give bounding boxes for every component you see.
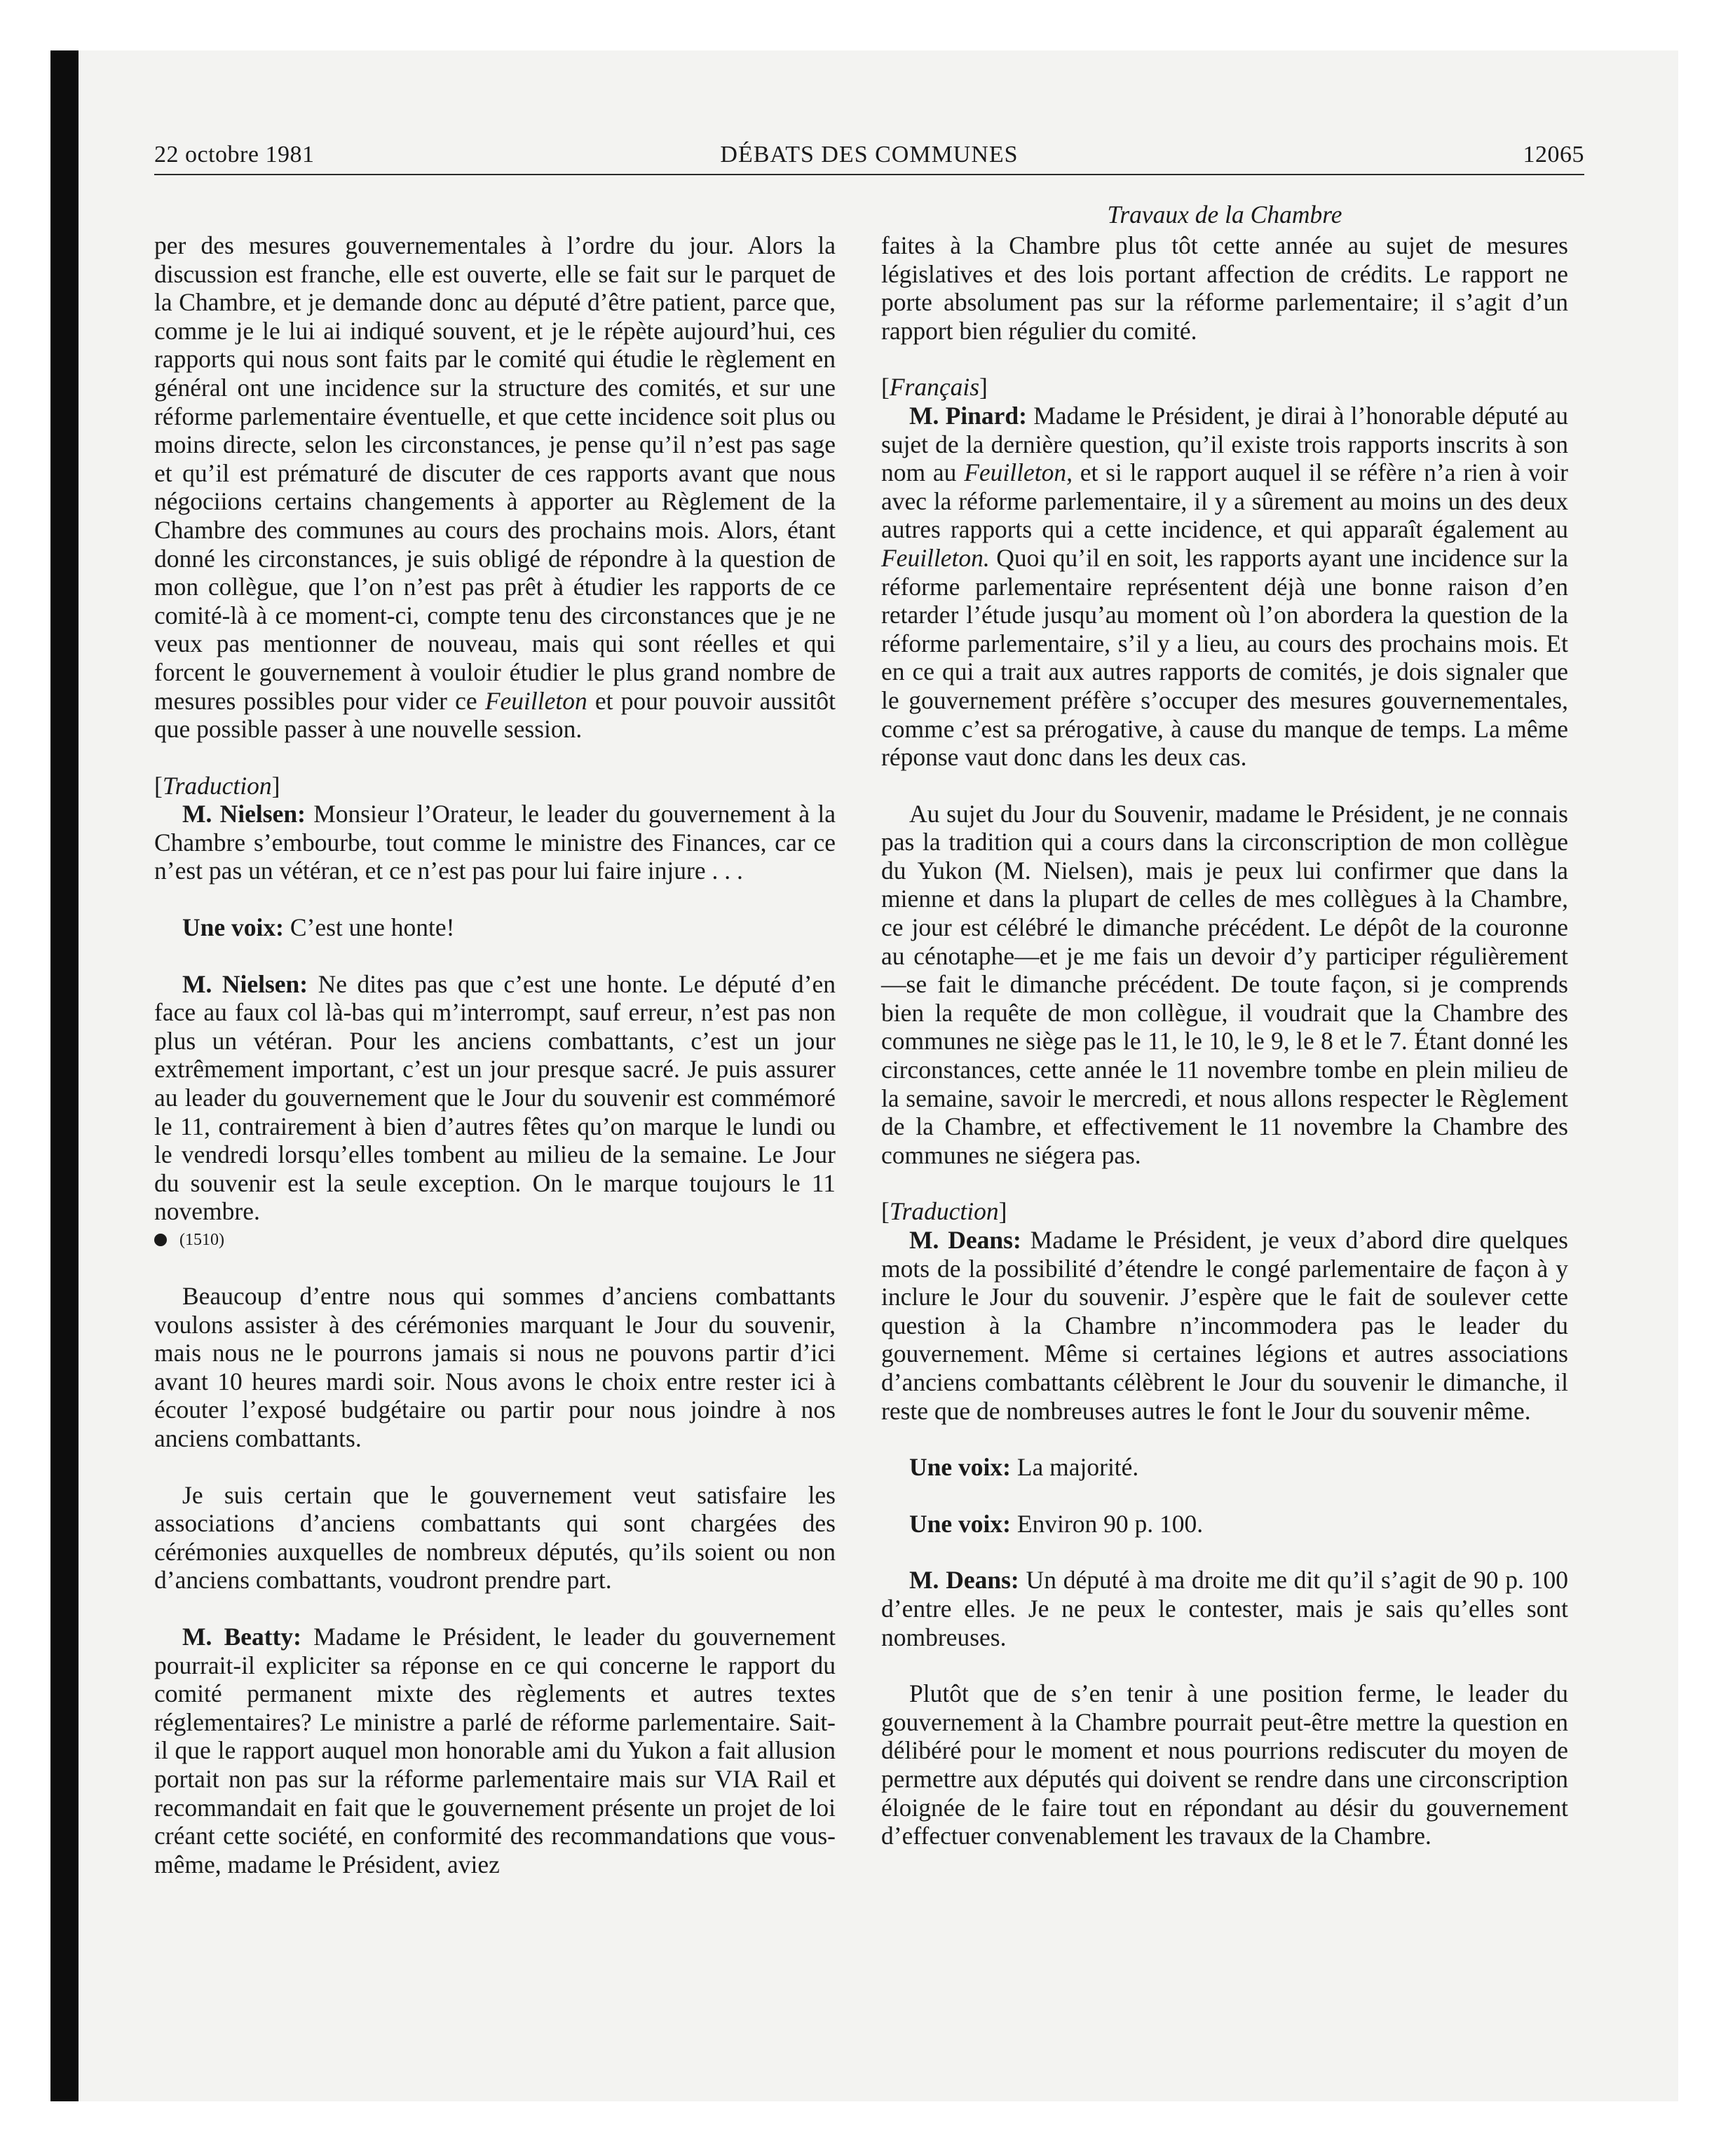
speaker-name: M. Deans:	[909, 1566, 1019, 1595]
speech-paragraph: Une voix: La majorité.	[909, 1453, 1139, 1482]
paragraph: Je suis certain que le gouvernement veut satisfaire les associations d’anciens combattants qui sont chargées des cérémonies auxquelles de nombreux députés, qu’ils soient ou non d’anciens combattants, voudront prendre part.	[154, 1480, 836, 1595]
left-column	[154, 231, 836, 1878]
bullet-icon	[154, 1234, 167, 1246]
paragraph: Beaucoup d’entre nous qui sommes d’anciens combattants voulons assister à des cérémonies marquant le Jour du souvenir, mais nous ne le pourrons jamais si nous ne pouvons partir d’ici avant 10 heures mardi soir. Nous avons le choix entre rester ici à écouter l’exposé budgétaire ou partir pour nous joindre à nos anciens combattants.	[154, 1282, 836, 1452]
speech-paragraph: M. Nielsen: Ne dites pas que c’est une honte. Le député d’en face au faux col là-bas qui m’interrompt, sauf erreur, n’est pas non plus un vétéran. Pour les anciens combattants, c’est un jour extrêmement important, c’est un jour presque sacré. Je puis assurer au leader du gouvernement que le Jour du souvenir est commémoré le 11, contrairement à bien d’autres fêtes qu’on marque le lundi ou le vendredi lorsqu’elles tombent au milieu de la semaine. Le Jour du souvenir est la seule exception. On le marque toujours le 11 novembre.	[154, 969, 836, 1226]
speaker-name: Une voix:	[909, 1453, 1011, 1482]
timestamp-text: (1510)	[179, 1231, 224, 1249]
speaker-name: M. Deans:	[909, 1226, 1021, 1254]
header-rule	[154, 174, 1584, 175]
language-rubric: [Français]	[881, 373, 988, 402]
running-head: Travaux de la Chambre	[1107, 200, 1342, 228]
page-header	[154, 142, 1584, 174]
speaker-name: M. Pinard:	[909, 401, 1027, 430]
speaker-name: Une voix:	[909, 1509, 1011, 1538]
speech-paragraph: M. Nielsen: Monsieur l’Orateur, le leader du gouvernement à la Chambre s’embourbe, tout comme le ministre des Finances, car ce n’est pas un vétéran, et ce n’est pas pour lui faire injure . . .	[154, 800, 836, 885]
paragraph: per des mesures gouvernementales à l’ordre du jour. Alors la discussion est franche, elle est ouverte, elle se fait sur le parquet de la Chambre, et je demande donc au député d’être patient, parce que, comme je le lui ai indiqué souvent, et je le répète aujourd’hui, ces rapports qui nous sont faits par le comité qui étudie le règlement en général ont une incidence sur la structure des comités, et sur une réforme parlementaire éventuelle, et que cette incidence soit plus ou moins directe, selon les circonstances, je pense qu’il n’est pas sage et qu’il est prématuré de discuter de ces rapports avant que nous négociions certains changements à apporter au Règlement de la Chambre des communes au cours des prochains mois. Alors, étant donné les circonstances, je suis obligé de répondre à la question de mon collègue, que l’on n’est pas prêt à étudier les rapports de ce comité-là à ce moment-ci, compte tenu des circonstances que je ne veux pas mentionner de nouveau, mais qui sont réelles et qui forcent le gouvernement à vouloir étudier le plus grand nombre de mesures possibles pour vider ce Feuilleton et pour pouvoir aussitôt que possible passer à une nouvelle session.	[154, 231, 836, 744]
scan-edge-bar	[50, 50, 79, 2101]
timestamp-marker	[154, 1226, 836, 1254]
paragraph: Au sujet du Jour du Souvenir, madame le Président, je ne connais pas la tradition qui a cours dans la circonscription de mon collègue du Yukon (M. Nielsen), mais je peux lui confirmer que dans la mienne et dans la plupart de celles de mes collègues à la Chambre, ce jour est célébré le dimanche précédent. Le dépôt de la couronne au cénotaphe—et je me fais un devoir d’y participer régulièrement—se fait le dimanche précédent. De toute façon, si je comprends bien la requête de mon collègue, il voudrait que la Chambre des communes ne siège pas le 11, le 10, le 9, le 8 et le 7. Étant donné les circonstances, cette année le 11 novembre tombe en plein milieu de la semaine, savoir le mercredi, et nous allons respecter le Règlement de la Chambre, et effectivement le 11 novembre la Chambre des communes ne siégera pas.	[881, 799, 1568, 1169]
right-column	[881, 231, 1568, 1850]
speaker-name: M. Nielsen:	[182, 800, 306, 828]
speaker-name: Une voix:	[182, 913, 284, 942]
paragraph: faites à la Chambre plus tôt cette année au sujet de mesures législatives et des lois portant affection de crédits. Le rapport ne porte absolument pas sur la réforme parlementaire; il s’agit d’un rapport bien régulier du comité.	[881, 231, 1568, 345]
speech-paragraph: Une voix: Environ 90 p. 100.	[909, 1509, 1204, 1538]
paragraph: Plutôt que de s’en tenir à une position ferme, le leader du gouvernement à la Chambre pourrait peut-être mettre la question en délibéré pour le moment et nous pourrions rediscuter du moyen de permettre aux députés qui doivent se rendre dans une circonscription éloignée de le faire tout en répondant au désir du gouvernement d’effectuer convenablement les travaux de la Chambre.	[881, 1679, 1568, 1850]
speech-paragraph: M. Deans: Madame le Président, je veux d’abord dire quelques mots de la possibilité d’étendre le congé parlementaire de façon à y inclure le Jour du souvenir. J’espère que le fait de soulever cette question à la Chambre n’incommodera pas le leader du gouvernement. Même si certaines légions et autres associations d’anciens combattants célèbrent le Jour du souvenir le dimanche, il reste que de nombreuses autres le font le Jour du souvenir même.	[881, 1226, 1568, 1425]
speaker-name: M. Beatty:	[182, 1622, 301, 1651]
speaker-name: M. Nielsen:	[182, 969, 308, 998]
header-journal-title: DÉBATS DES COMMUNES	[720, 142, 1019, 168]
speech-paragraph: M. Deans: Un député à ma droite me dit qu’il s’agit de 90 p. 100 d’entre elles. Je ne peux le contester, mais je sais qu’elles sont nombreuses.	[881, 1566, 1569, 1651]
header-page-number: 12065	[1523, 142, 1584, 168]
speech-paragraph: M. Beatty: Madame le Président, le leader du gouvernement pourrait-il expliciter sa réponse en ce qui concerne le rapport du comité permanent mixte des règlements et autres textes réglementaires? Le ministre a parlé de réforme parlementaire. Sait-il que le rapport auquel mon honorable ami du Yukon a fait allusion portait non pas sur la réforme parlementaire mais sur VIA Rail et recommandait en fait que le gouvernement présente un projet de loi créant cette société, en conformité des recommandations que vous-même, madame le Président, aviez	[154, 1622, 836, 1878]
speech-paragraph: Une voix: C’est une honte!	[182, 913, 455, 942]
language-rubric: [Traduction]	[154, 771, 280, 800]
speech-paragraph: M. Pinard: Madame le Président, je dirai à l’honorable député au sujet de la dernière question, qu’il existe trois rapports inscrits à son nom au Feuilleton, et si le rapport auquel il se réfère n’a rien à voir avec la réforme parlementaire, il y a sûrement au moins un des deux autres rapports qui a cette incidence, et qui apparaît également au Feuilleton. Quoi qu’il en soit, les rapports ayant une incidence sur la réforme parlementaire représentent déjà une bonne raison d’en retarder l’étude jusqu’au moment où l’on abordera la question de la réforme parlementaire, s’il y a lieu, au cours des prochains mois. Et en ce qui a trait aux autres rapports de comités, je dois signaler que le gouvernement préfère s’occuper des mesures gouvernementales, comme c’est sa prérogative, à cause du manque de temps. La même réponse vaut donc dans les deux cas.	[881, 401, 1568, 772]
language-rubric: [Traduction]	[881, 1197, 1007, 1226]
header-date: 22 octobre 1981	[154, 142, 315, 168]
